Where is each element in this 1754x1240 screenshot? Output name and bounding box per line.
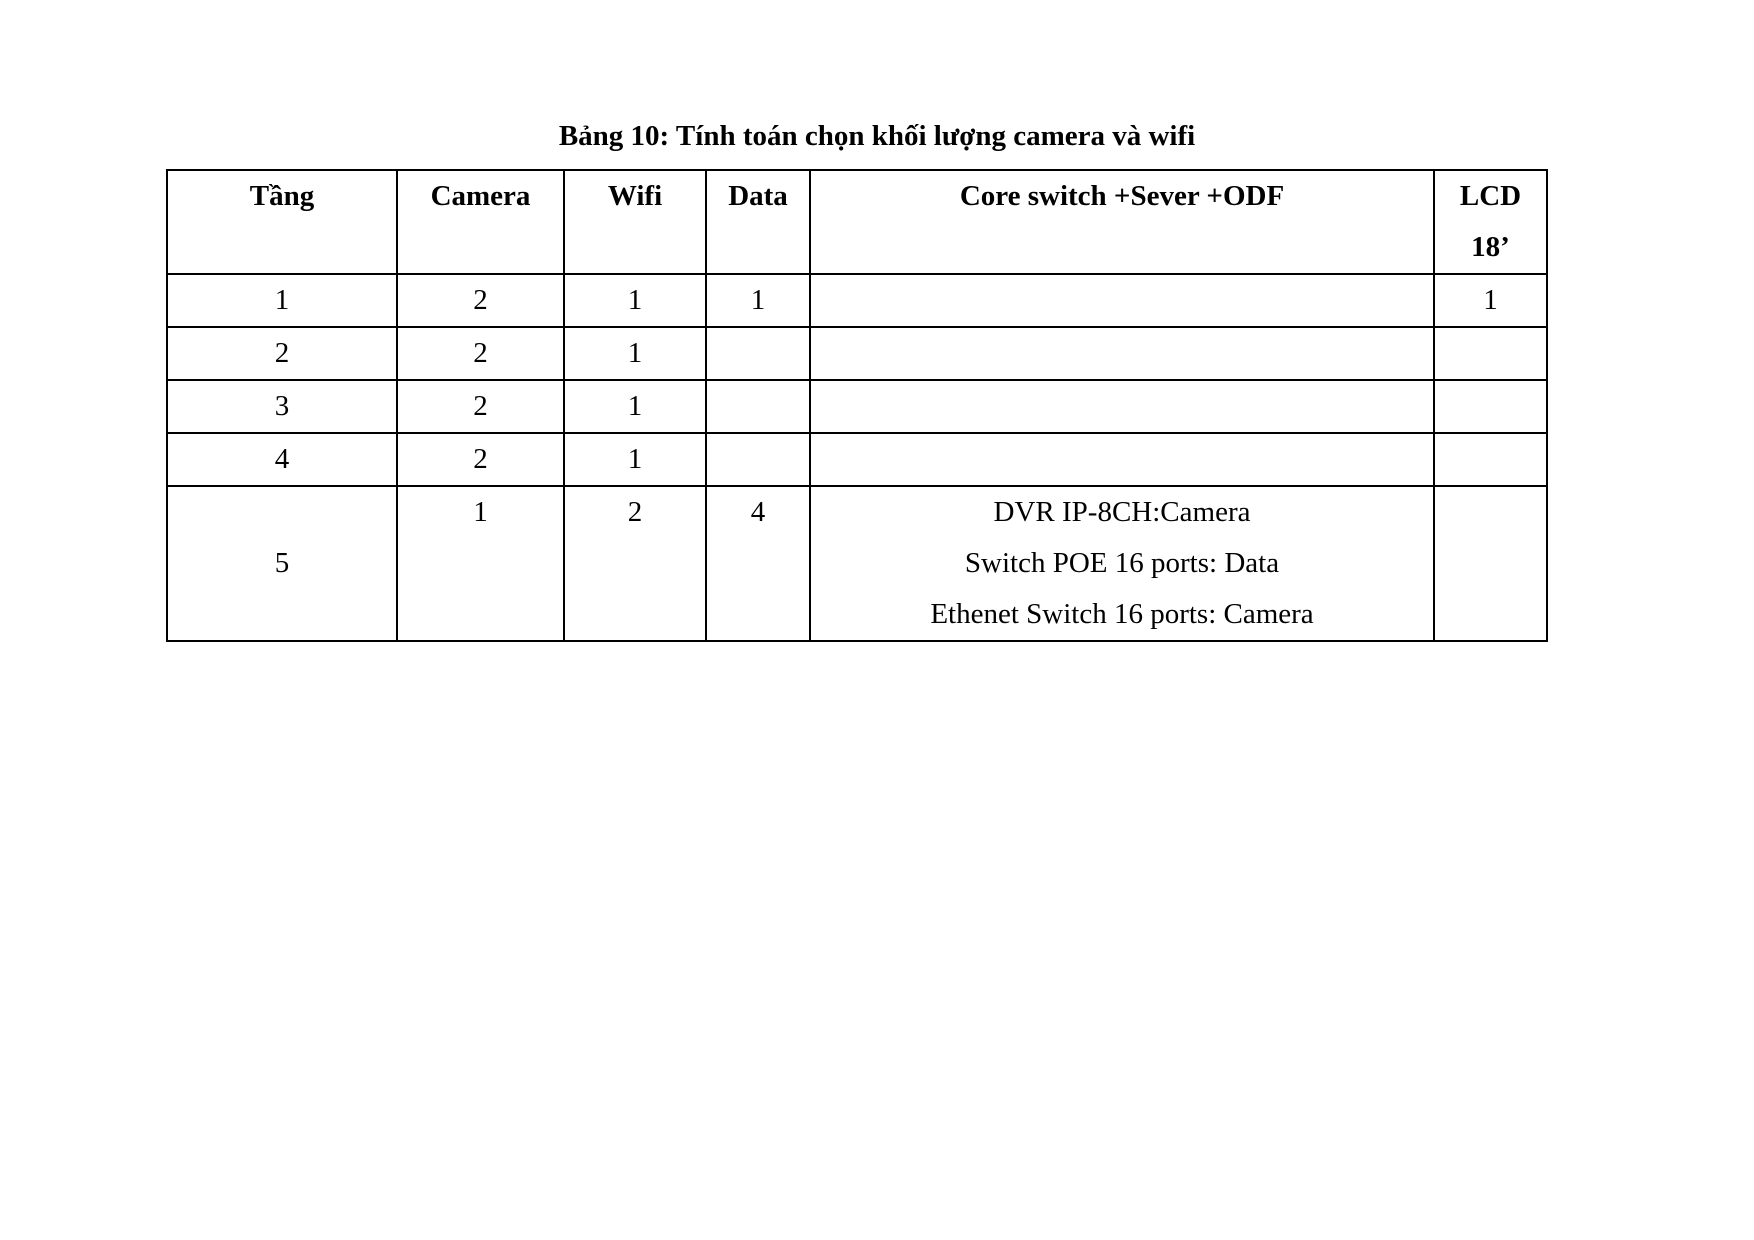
cell-tang: 5	[167, 486, 397, 641]
cell-camera: 2	[397, 327, 564, 380]
cell-core-switch	[810, 486, 1434, 641]
cell-core-switch	[810, 327, 1434, 380]
cell-core-switch	[810, 274, 1434, 327]
table-row	[167, 486, 1547, 641]
cell-camera: 1	[397, 486, 564, 641]
cell-core-switch	[810, 433, 1434, 486]
table-header-row	[167, 170, 1547, 274]
cell-camera: 2	[397, 380, 564, 433]
header-lcd	[1434, 170, 1547, 274]
cell-camera: 2	[397, 433, 564, 486]
table-caption: Bảng 10: Tính toán chọn khối lượng camera và wifi	[558, 120, 1196, 152]
cell-tang: 2	[167, 327, 397, 380]
header-tang: Tầng	[167, 170, 397, 274]
cell-lcd	[1434, 433, 1547, 486]
cell-data: 1	[706, 274, 810, 327]
cell-wifi: 1	[564, 327, 706, 380]
cell-tang: 4	[167, 433, 397, 486]
cell-wifi: 1	[564, 380, 706, 433]
core-switch-line: DVR IP-8CH:Camera	[993, 496, 1251, 528]
cell-wifi: 2	[564, 486, 706, 641]
table-row	[167, 327, 1547, 380]
header-wifi: Wifi	[564, 170, 706, 274]
cell-data	[706, 380, 810, 433]
cell-tang: 1	[167, 274, 397, 327]
table-row	[167, 433, 1547, 486]
header-core-switch: Core switch +Sever +ODF	[810, 170, 1434, 274]
header-lcd-line2: 18’	[1471, 231, 1510, 263]
cell-data: 4	[706, 486, 810, 641]
cell-data	[706, 327, 810, 380]
header-lcd-line1: LCD	[1459, 180, 1522, 212]
camera-wifi-table	[166, 169, 1548, 642]
cell-tang: 3	[167, 380, 397, 433]
header-data: Data	[706, 170, 810, 274]
cell-lcd	[1434, 327, 1547, 380]
cell-core-switch	[810, 380, 1434, 433]
table-row	[167, 274, 1547, 327]
table-row	[167, 380, 1547, 433]
cell-camera: 2	[397, 274, 564, 327]
cell-data	[706, 433, 810, 486]
cell-wifi: 1	[564, 274, 706, 327]
header-camera: Camera	[397, 170, 564, 274]
cell-lcd: 1	[1434, 274, 1547, 327]
core-switch-line: Switch POE 16 ports: Data	[964, 547, 1280, 579]
core-switch-line: Ethenet Switch 16 ports: Camera	[930, 598, 1314, 630]
cell-wifi: 1	[564, 433, 706, 486]
cell-lcd	[1434, 486, 1547, 641]
cell-lcd	[1434, 380, 1547, 433]
